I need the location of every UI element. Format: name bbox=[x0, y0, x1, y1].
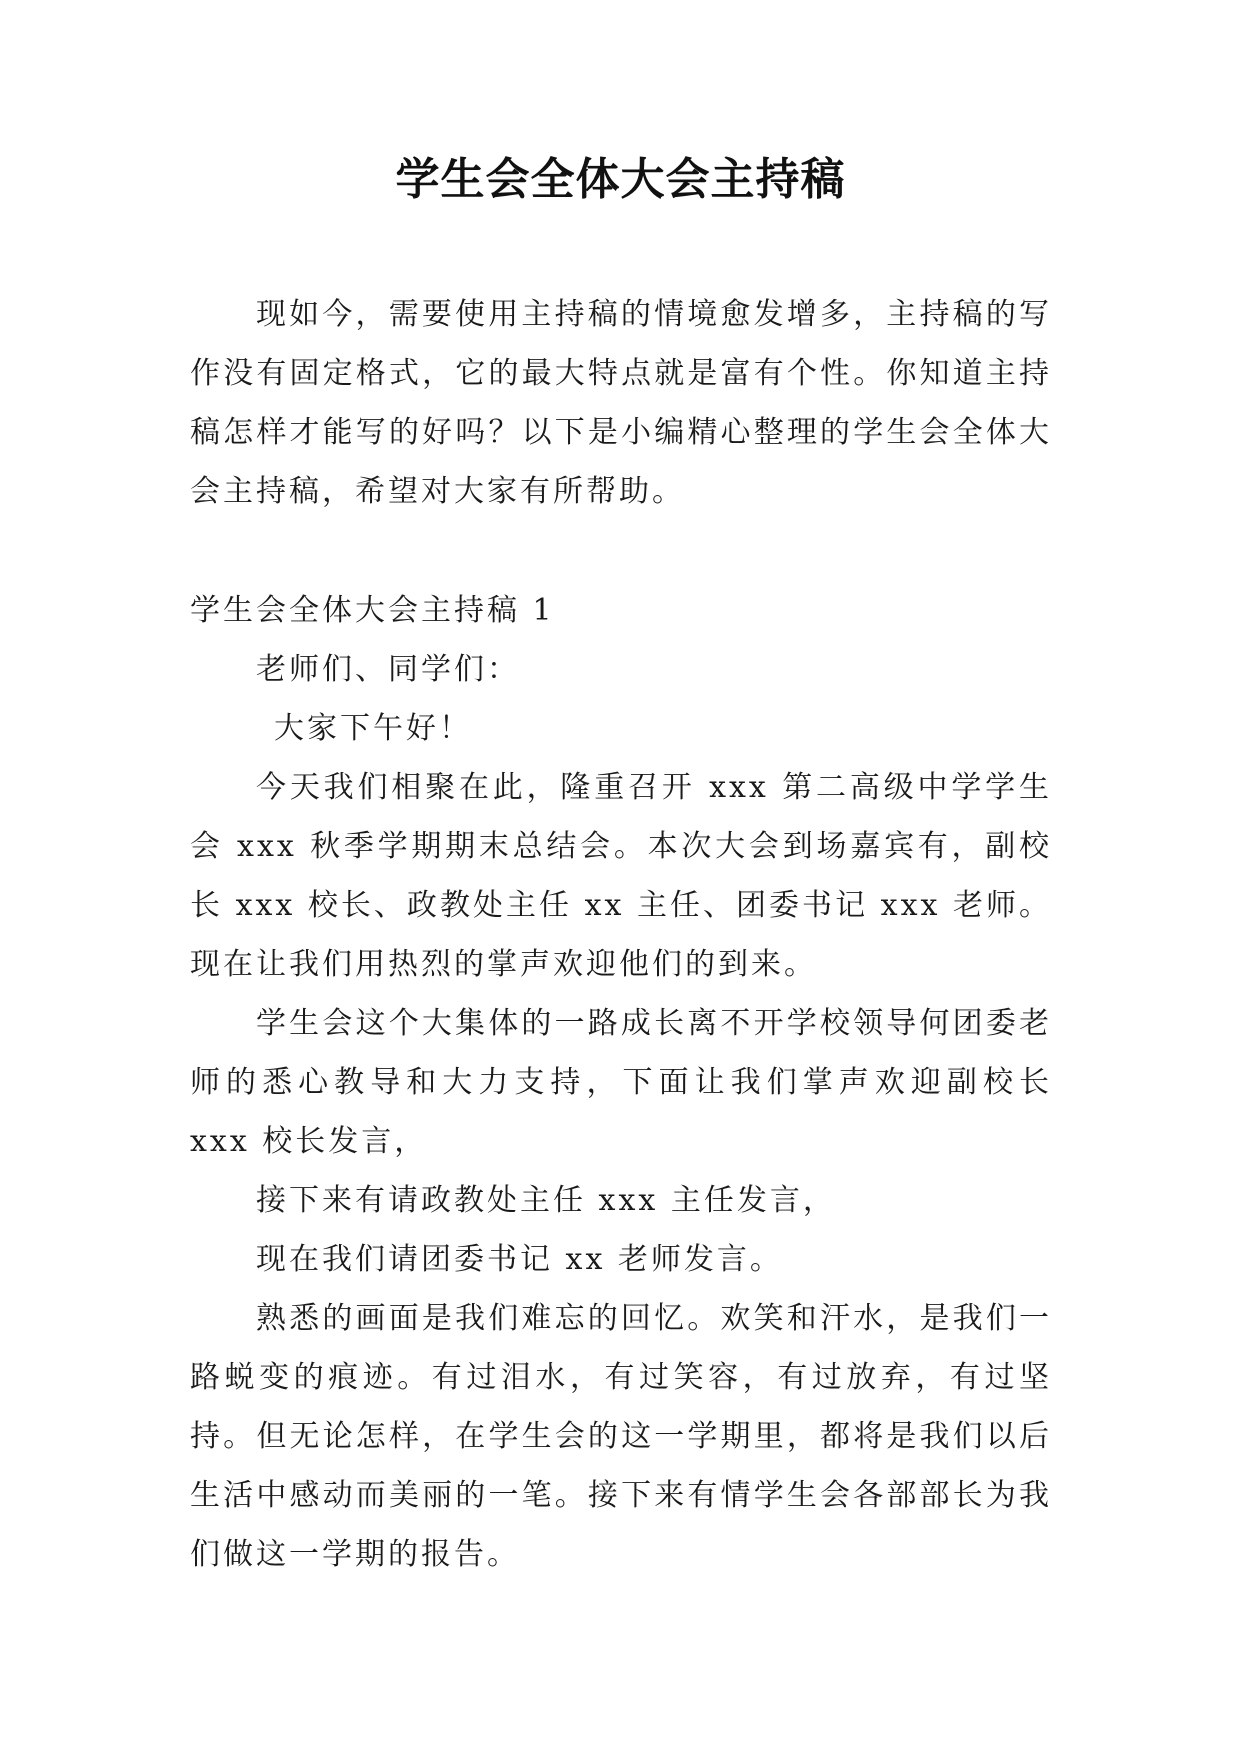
body-paragraph: 熟悉的画面是我们难忘的回忆。欢笑和汗水，是我们一路蜕变的痕迹。有过泪水，有过笑容，有过放弃，有过坚持。但无论怎样，在学生会的这一学期里，都将是我们以后生活中感动而美丽的一笔。接下来有情学生会各部部长为我们做这一学期的报告。 bbox=[190, 1301, 1052, 1572]
section-heading: 学生会全体大会主持稿 1 bbox=[190, 593, 555, 628]
body-paragraph: 学生会这个大集体的一路成长离不开学校领导何团委老师的悉心教导和大力支持，下面让我们掌声欢迎副校长 xxx 校长发言， bbox=[190, 1006, 1052, 1159]
salutation: 老师们、同学们： bbox=[256, 652, 520, 687]
body-paragraph: 现在我们请团委书记 xx 老师发言。 bbox=[256, 1242, 783, 1277]
document-title: 学生会全体大会主持稿 bbox=[395, 154, 846, 205]
intro-paragraph: 现如今，需要使用主持稿的情境愈发增多，主持稿的写作没有固定格式，它的最大特点就是富有个性。你知道主持稿怎样才能写的好吗？以下是小编精心整理的学生会全体大会主持稿，希望对大家有所帮助。 bbox=[190, 297, 1052, 509]
document-body bbox=[190, 285, 1052, 1584]
body-paragraph: 接下来有请政教处主任 xxx 主任发言， bbox=[256, 1183, 836, 1218]
body-paragraph: 今天我们相聚在此，隆重召开 xxx 第二高级中学学生会 xxx 秋季学期期末总结会。本次大会到场嘉宾有，副校长 xxx 校长、政教处主任 xx 主任、团委书记 xxx 老师。现在让我们用热烈的掌声欢迎他们的到来。 bbox=[190, 770, 1052, 982]
greeting: 大家下午好！ bbox=[274, 711, 472, 746]
